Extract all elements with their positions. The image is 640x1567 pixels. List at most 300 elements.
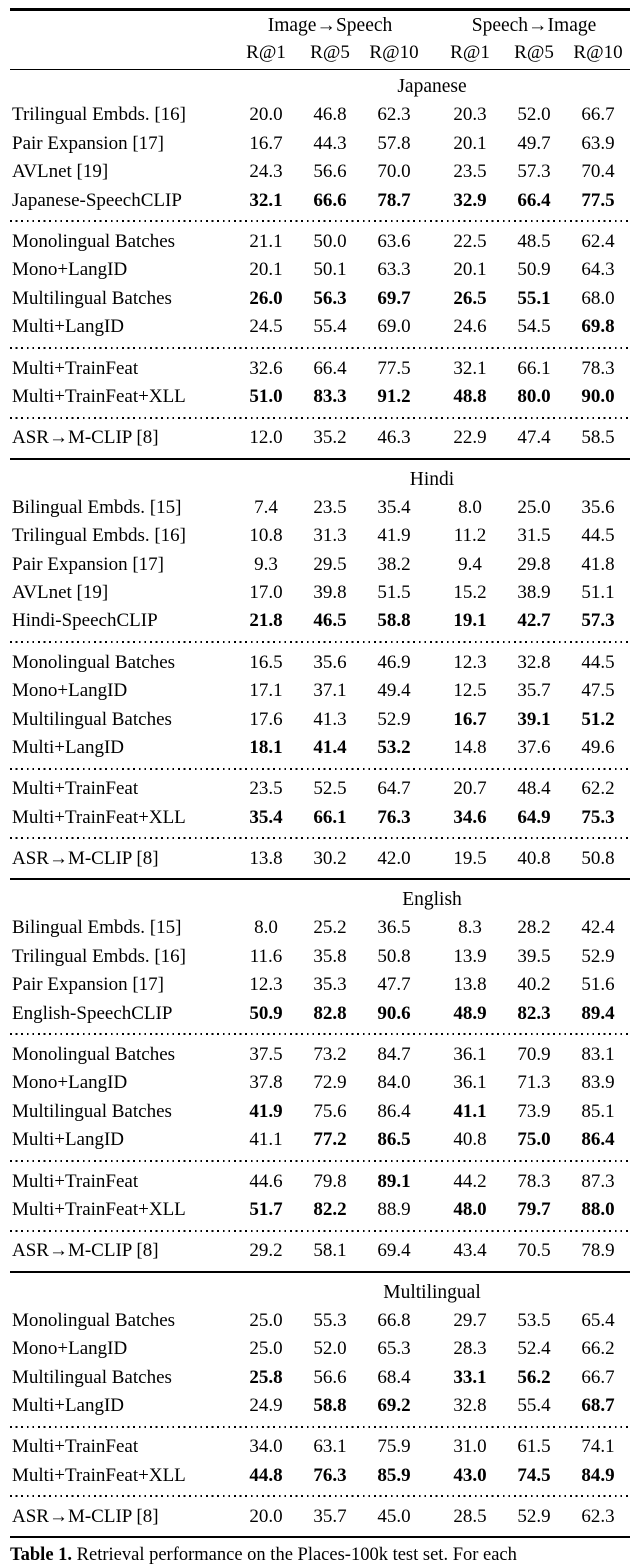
value-cell: 13.8 bbox=[249, 848, 283, 870]
value-cell: 34.0 bbox=[249, 1436, 283, 1458]
method-cell: Trilingual Embds. [16] bbox=[12, 945, 186, 967]
method-cell: Japanese-SpeechCLIP bbox=[12, 189, 182, 211]
table-row bbox=[10, 1167, 630, 1195]
method-cell: ASR→M-CLIP [8] bbox=[12, 1506, 159, 1528]
method-cell: Bilingual Embds. [15] bbox=[12, 917, 182, 939]
method-cell: Multilingual Batches bbox=[12, 1366, 172, 1388]
table-row bbox=[10, 607, 630, 635]
value-cell: 45.0 bbox=[377, 1506, 411, 1528]
value-cell: 62.2 bbox=[581, 778, 615, 800]
value-cell: 25.0 bbox=[249, 1309, 283, 1331]
value-cell: 70.4 bbox=[581, 161, 615, 183]
value-cell: 46.8 bbox=[313, 104, 347, 126]
value-cell: 48.8 bbox=[453, 386, 487, 407]
value-cell: 41.1 bbox=[453, 1100, 487, 1122]
value-cell: 79.8 bbox=[313, 1170, 347, 1192]
table-row bbox=[10, 775, 630, 803]
value-cell: 17.0 bbox=[249, 581, 283, 603]
table-row bbox=[10, 424, 630, 452]
value-cell: 51.5 bbox=[377, 581, 411, 603]
value-cell: 31.0 bbox=[453, 1436, 487, 1458]
method-cell: Multi+LangID bbox=[12, 1394, 125, 1416]
dotted-separator bbox=[10, 832, 630, 845]
table-row bbox=[10, 228, 630, 256]
value-cell: 12.3 bbox=[249, 974, 283, 996]
value-cell: 58.5 bbox=[581, 427, 615, 449]
value-cell: 48.5 bbox=[517, 231, 551, 253]
value-cell: 56.2 bbox=[517, 1366, 551, 1388]
value-cell: 18.1 bbox=[249, 736, 283, 758]
value-cell: 40.8 bbox=[517, 848, 551, 870]
table-row bbox=[10, 1503, 630, 1531]
table-row bbox=[10, 1069, 630, 1097]
value-cell: 32.6 bbox=[249, 357, 283, 379]
value-cell: 89.1 bbox=[377, 1170, 411, 1192]
table-row bbox=[10, 383, 630, 411]
value-cell: 44.8 bbox=[249, 1464, 283, 1486]
value-cell: 65.4 bbox=[581, 1309, 615, 1331]
dotted-separator bbox=[10, 1224, 630, 1237]
value-cell: 51.6 bbox=[581, 974, 615, 996]
section-title-row bbox=[10, 1276, 630, 1307]
value-cell: 8.0 bbox=[254, 917, 278, 939]
method-cell: English-SpeechCLIP bbox=[12, 1002, 173, 1024]
value-cell: 55.3 bbox=[313, 1309, 347, 1331]
value-cell: 44.5 bbox=[581, 651, 615, 673]
value-cell: 21.8 bbox=[249, 610, 283, 632]
method-cell: Monolingual Batches bbox=[12, 1309, 176, 1331]
table-row bbox=[10, 845, 630, 873]
dotted-separator bbox=[10, 411, 630, 424]
value-cell: 68.7 bbox=[581, 1394, 615, 1416]
value-cell: 20.1 bbox=[249, 259, 283, 281]
value-cell: 50.0 bbox=[313, 231, 347, 253]
value-cell: 37.5 bbox=[249, 1044, 283, 1066]
value-cell: 11.6 bbox=[249, 945, 283, 967]
value-cell: 57.8 bbox=[377, 132, 411, 154]
method-cell: Monolingual Batches bbox=[12, 1044, 176, 1066]
value-cell: 28.2 bbox=[517, 917, 551, 939]
dotted-separator bbox=[10, 762, 630, 775]
table-row bbox=[10, 1433, 630, 1461]
value-cell: 29.8 bbox=[517, 553, 551, 575]
value-cell: 75.0 bbox=[517, 1129, 551, 1151]
value-cell: 20.1 bbox=[453, 132, 487, 154]
value-cell: 58.8 bbox=[377, 610, 411, 632]
value-cell: 35.8 bbox=[313, 945, 347, 967]
value-cell: 37.8 bbox=[249, 1072, 283, 1094]
section-rule bbox=[10, 1536, 630, 1538]
value-cell: 9.4 bbox=[458, 553, 482, 575]
value-cell: 82.8 bbox=[313, 1002, 347, 1024]
value-cell: 48.9 bbox=[453, 1002, 487, 1024]
metric-header-row bbox=[10, 40, 630, 67]
metric-header-r5-2: R@5 bbox=[514, 42, 554, 63]
method-cell: Bilingual Embds. [15] bbox=[12, 496, 182, 518]
value-cell: 31.3 bbox=[313, 525, 347, 547]
value-cell: 37.6 bbox=[517, 736, 551, 758]
value-cell: 38.2 bbox=[377, 553, 411, 575]
value-cell: 40.8 bbox=[453, 1129, 487, 1151]
value-cell: 25.0 bbox=[517, 496, 551, 518]
value-cell: 63.1 bbox=[313, 1436, 347, 1458]
value-cell: 23.5 bbox=[249, 778, 283, 800]
value-cell: 58.8 bbox=[313, 1394, 347, 1416]
value-cell: 74.5 bbox=[517, 1464, 551, 1486]
table-row bbox=[10, 1126, 630, 1154]
value-cell: 66.1 bbox=[313, 806, 347, 828]
value-cell: 25.8 bbox=[249, 1366, 283, 1388]
table-row bbox=[10, 522, 630, 550]
value-cell: 32.1 bbox=[249, 189, 283, 211]
value-cell: 17.1 bbox=[249, 680, 283, 702]
value-cell: 30.2 bbox=[313, 848, 347, 870]
method-cell: Multi+TrainFeat bbox=[12, 1170, 139, 1192]
value-cell: 37.1 bbox=[313, 680, 347, 702]
dotted-separator bbox=[10, 1154, 630, 1167]
value-cell: 64.7 bbox=[377, 778, 411, 800]
value-cell: 66.4 bbox=[313, 357, 347, 379]
table-row bbox=[10, 677, 630, 705]
value-cell: 78.7 bbox=[377, 189, 411, 211]
table-row bbox=[10, 1307, 630, 1335]
value-cell: 57.3 bbox=[517, 161, 551, 183]
method-cell: Multi+TrainFeat+XLL bbox=[12, 1464, 186, 1486]
table-row bbox=[10, 649, 630, 677]
section-rule bbox=[10, 458, 630, 460]
value-cell: 65.3 bbox=[377, 1338, 411, 1360]
value-cell: 12.5 bbox=[453, 680, 487, 702]
method-cell: Trilingual Embds. [16] bbox=[12, 525, 186, 547]
value-cell: 51.2 bbox=[581, 708, 615, 730]
value-cell: 50.8 bbox=[377, 945, 411, 967]
value-cell: 35.3 bbox=[313, 974, 347, 996]
value-cell: 41.8 bbox=[581, 553, 615, 575]
metric-header-r10: R@10 bbox=[369, 42, 419, 63]
value-cell: 25.0 bbox=[249, 1338, 283, 1360]
value-cell: 50.9 bbox=[517, 259, 551, 281]
value-cell: 20.7 bbox=[453, 778, 487, 800]
value-cell: 83.3 bbox=[313, 386, 347, 407]
value-cell: 17.6 bbox=[249, 708, 283, 730]
value-cell: 13.9 bbox=[453, 945, 487, 967]
section-title-row bbox=[10, 883, 630, 914]
value-cell: 71.3 bbox=[517, 1072, 551, 1094]
value-cell: 13.8 bbox=[453, 974, 487, 996]
value-cell: 33.1 bbox=[453, 1366, 487, 1388]
value-cell: 69.0 bbox=[377, 316, 411, 338]
method-cell: Multilingual Batches bbox=[12, 1100, 172, 1122]
value-cell: 88.9 bbox=[377, 1198, 411, 1220]
table-caption bbox=[10, 1543, 630, 1567]
method-cell: Monolingual Batches bbox=[12, 651, 176, 673]
value-cell: 90.6 bbox=[377, 1002, 411, 1024]
value-cell: 50.1 bbox=[313, 259, 347, 281]
value-cell: 72.9 bbox=[313, 1072, 347, 1094]
metric-header-r1-2: R@1 bbox=[450, 42, 490, 63]
table-row bbox=[10, 1363, 630, 1391]
table-row bbox=[10, 705, 630, 733]
value-cell: 49.4 bbox=[377, 680, 411, 702]
value-cell: 28.3 bbox=[453, 1338, 487, 1360]
section-title: Japanese bbox=[397, 76, 467, 98]
value-cell: 66.2 bbox=[581, 1338, 615, 1360]
value-cell: 26.0 bbox=[249, 287, 283, 309]
section-title-row bbox=[10, 463, 630, 494]
dotted-separator bbox=[10, 1490, 630, 1503]
value-cell: 89.4 bbox=[581, 1002, 615, 1024]
method-cell: ASR→M-CLIP [8] bbox=[12, 1240, 159, 1262]
value-cell: 24.9 bbox=[249, 1394, 283, 1416]
value-cell: 11.2 bbox=[453, 525, 487, 547]
value-cell: 70.5 bbox=[517, 1240, 551, 1262]
value-cell: 66.4 bbox=[517, 189, 551, 211]
value-cell: 21.1 bbox=[249, 231, 283, 253]
value-cell: 22.5 bbox=[453, 231, 487, 253]
method-cell: Multi+TrainFeat+XLL bbox=[12, 386, 186, 407]
table-row bbox=[10, 999, 630, 1027]
method-cell: Multi+LangID bbox=[12, 736, 125, 758]
value-cell: 16.7 bbox=[453, 708, 487, 730]
value-cell: 64.3 bbox=[581, 259, 615, 281]
table-top-rule bbox=[10, 8, 630, 11]
value-cell: 66.1 bbox=[517, 357, 551, 379]
value-cell: 44.3 bbox=[313, 132, 347, 154]
value-cell: 29.2 bbox=[249, 1240, 283, 1262]
value-cell: 36.5 bbox=[377, 917, 411, 939]
value-cell: 32.8 bbox=[453, 1394, 487, 1416]
table-row bbox=[10, 1335, 630, 1363]
value-cell: 10.8 bbox=[249, 525, 283, 547]
value-cell: 36.1 bbox=[453, 1044, 487, 1066]
method-cell: Mono+LangID bbox=[12, 1338, 128, 1360]
value-cell: 69.4 bbox=[377, 1240, 411, 1262]
value-cell: 83.1 bbox=[581, 1044, 615, 1066]
method-cell: Monolingual Batches bbox=[12, 231, 176, 253]
method-cell: Pair Expansion [17] bbox=[12, 974, 164, 996]
metric-header-r5: R@5 bbox=[310, 42, 350, 63]
value-cell: 41.4 bbox=[313, 736, 347, 758]
value-cell: 40.2 bbox=[517, 974, 551, 996]
value-cell: 15.2 bbox=[453, 581, 487, 603]
value-cell: 61.5 bbox=[517, 1436, 551, 1458]
table-row bbox=[10, 158, 630, 186]
value-cell: 46.9 bbox=[377, 651, 411, 673]
table-row bbox=[10, 550, 630, 578]
value-cell: 44.6 bbox=[249, 1170, 283, 1192]
results-table-page bbox=[10, 8, 630, 1567]
value-cell: 82.3 bbox=[517, 1002, 551, 1024]
value-cell: 78.9 bbox=[581, 1240, 615, 1262]
method-cell: Multi+TrainFeat bbox=[12, 1436, 139, 1458]
table-row bbox=[10, 579, 630, 607]
value-cell: 32.9 bbox=[453, 189, 487, 211]
method-cell: Multi+LangID bbox=[12, 1129, 125, 1151]
method-cell: Mono+LangID bbox=[12, 1072, 128, 1094]
method-cell: Multilingual Batches bbox=[12, 287, 172, 309]
value-cell: 85.1 bbox=[581, 1100, 615, 1122]
value-cell: 77.5 bbox=[581, 189, 615, 211]
value-cell: 82.2 bbox=[313, 1198, 347, 1220]
speech-to-image-header: Speech→Image bbox=[471, 15, 597, 36]
value-cell: 64.9 bbox=[517, 806, 551, 828]
dotted-separator bbox=[10, 1028, 630, 1041]
value-cell: 85.9 bbox=[377, 1464, 411, 1486]
metric-header-r10-2: R@10 bbox=[573, 42, 623, 63]
section-title-row bbox=[10, 70, 630, 101]
value-cell: 20.0 bbox=[249, 104, 283, 126]
value-cell: 49.7 bbox=[517, 132, 551, 154]
table-row bbox=[10, 256, 630, 284]
value-cell: 35.4 bbox=[249, 806, 283, 828]
value-cell: 51.7 bbox=[249, 1198, 283, 1220]
method-cell: Multilingual Batches bbox=[12, 708, 172, 730]
value-cell: 63.9 bbox=[581, 132, 615, 154]
caption-label: Table 1. bbox=[10, 1545, 73, 1566]
value-cell: 34.6 bbox=[453, 806, 487, 828]
value-cell: 62.3 bbox=[581, 1506, 615, 1528]
method-cell: ASR→M-CLIP [8] bbox=[12, 848, 159, 870]
value-cell: 84.0 bbox=[377, 1072, 411, 1094]
value-cell: 52.4 bbox=[517, 1338, 551, 1360]
value-cell: 19.5 bbox=[453, 848, 487, 870]
table-row bbox=[10, 313, 630, 341]
value-cell: 52.9 bbox=[581, 945, 615, 967]
value-cell: 42.0 bbox=[377, 848, 411, 870]
value-cell: 41.3 bbox=[313, 708, 347, 730]
table-row bbox=[10, 494, 630, 522]
value-cell: 9.3 bbox=[254, 553, 278, 575]
value-cell: 66.8 bbox=[377, 1309, 411, 1331]
value-cell: 14.8 bbox=[453, 736, 487, 758]
section-title: English bbox=[402, 889, 462, 911]
value-cell: 39.1 bbox=[517, 708, 551, 730]
value-cell: 41.1 bbox=[249, 1129, 283, 1151]
value-cell: 8.3 bbox=[458, 917, 482, 939]
value-cell: 78.3 bbox=[581, 357, 615, 379]
value-cell: 28.5 bbox=[453, 1506, 487, 1528]
value-cell: 78.3 bbox=[517, 1170, 551, 1192]
value-cell: 39.5 bbox=[517, 945, 551, 967]
method-cell: Multi+TrainFeat bbox=[12, 778, 139, 800]
value-cell: 8.0 bbox=[458, 496, 482, 518]
value-cell: 29.7 bbox=[453, 1309, 487, 1331]
value-cell: 74.1 bbox=[581, 1436, 615, 1458]
value-cell: 39.8 bbox=[313, 581, 347, 603]
value-cell: 19.1 bbox=[453, 610, 487, 632]
value-cell: 75.3 bbox=[581, 806, 615, 828]
value-cell: 73.9 bbox=[517, 1100, 551, 1122]
method-cell: AVLnet [19] bbox=[12, 581, 109, 603]
method-cell: Multi+TrainFeat+XLL bbox=[12, 806, 186, 828]
value-cell: 75.6 bbox=[313, 1100, 347, 1122]
value-cell: 87.3 bbox=[581, 1170, 615, 1192]
table-row bbox=[10, 130, 630, 158]
value-cell: 38.9 bbox=[517, 581, 551, 603]
value-cell: 35.6 bbox=[581, 496, 615, 518]
value-cell: 75.9 bbox=[377, 1436, 411, 1458]
value-cell: 25.2 bbox=[313, 917, 347, 939]
value-cell: 35.7 bbox=[313, 1506, 347, 1528]
group-header-row bbox=[10, 13, 630, 40]
method-cell: Multi+LangID bbox=[12, 316, 125, 338]
value-cell: 47.5 bbox=[581, 680, 615, 702]
dotted-separator bbox=[10, 341, 630, 354]
value-cell: 52.5 bbox=[313, 778, 347, 800]
value-cell: 46.3 bbox=[377, 427, 411, 449]
value-cell: 56.6 bbox=[313, 161, 347, 183]
value-cell: 43.0 bbox=[453, 1464, 487, 1486]
table-row bbox=[10, 734, 630, 762]
value-cell: 50.9 bbox=[249, 1002, 283, 1024]
table-row bbox=[10, 285, 630, 313]
table-row bbox=[10, 354, 630, 382]
value-cell: 55.4 bbox=[517, 1394, 551, 1416]
value-cell: 86.4 bbox=[377, 1100, 411, 1122]
value-cell: 22.9 bbox=[453, 427, 487, 449]
value-cell: 35.7 bbox=[517, 680, 551, 702]
value-cell: 84.9 bbox=[581, 1464, 615, 1486]
method-cell: AVLnet [19] bbox=[12, 161, 109, 183]
value-cell: 77.5 bbox=[377, 357, 411, 379]
value-cell: 44.5 bbox=[581, 525, 615, 547]
value-cell: 86.4 bbox=[581, 1129, 615, 1151]
method-cell: ASR→M-CLIP [8] bbox=[12, 427, 159, 449]
table-row bbox=[10, 1462, 630, 1490]
section-title: Multilingual bbox=[383, 1281, 481, 1303]
value-cell: 52.9 bbox=[517, 1506, 551, 1528]
value-cell: 54.5 bbox=[517, 316, 551, 338]
value-cell: 69.7 bbox=[377, 287, 411, 309]
table-row bbox=[10, 1196, 630, 1224]
value-cell: 12.0 bbox=[249, 427, 283, 449]
value-cell: 23.5 bbox=[313, 496, 347, 518]
value-cell: 29.5 bbox=[313, 553, 347, 575]
value-cell: 41.9 bbox=[249, 1100, 283, 1122]
value-cell: 24.6 bbox=[453, 316, 487, 338]
value-cell: 24.5 bbox=[249, 316, 283, 338]
value-cell: 43.4 bbox=[453, 1240, 487, 1262]
section-title: Hindi bbox=[409, 468, 455, 490]
dotted-separator bbox=[10, 215, 630, 228]
metric-header-r1: R@1 bbox=[246, 42, 286, 63]
value-cell: 23.5 bbox=[453, 161, 487, 183]
value-cell: 68.4 bbox=[377, 1366, 411, 1388]
value-cell: 90.0 bbox=[581, 386, 615, 407]
value-cell: 35.6 bbox=[313, 651, 347, 673]
value-cell: 70.0 bbox=[377, 161, 411, 183]
value-cell: 66.7 bbox=[581, 1366, 615, 1388]
method-cell: Pair Expansion [17] bbox=[12, 553, 164, 575]
value-cell: 42.4 bbox=[581, 917, 615, 939]
value-cell: 35.2 bbox=[313, 427, 347, 449]
value-cell: 66.7 bbox=[581, 104, 615, 126]
dotted-separator bbox=[10, 1420, 630, 1433]
value-cell: 83.9 bbox=[581, 1072, 615, 1094]
value-cell: 52.0 bbox=[517, 104, 551, 126]
value-cell: 16.5 bbox=[249, 651, 283, 673]
value-cell: 42.7 bbox=[517, 610, 551, 632]
value-cell: 76.3 bbox=[377, 806, 411, 828]
table-row bbox=[10, 1041, 630, 1069]
method-cell: Trilingual Embds. [16] bbox=[12, 104, 186, 126]
table-row bbox=[10, 914, 630, 942]
value-cell: 32.8 bbox=[517, 651, 551, 673]
value-cell: 55.1 bbox=[517, 287, 551, 309]
value-cell: 77.2 bbox=[313, 1129, 347, 1151]
table-row bbox=[10, 1392, 630, 1420]
table-row bbox=[10, 804, 630, 832]
